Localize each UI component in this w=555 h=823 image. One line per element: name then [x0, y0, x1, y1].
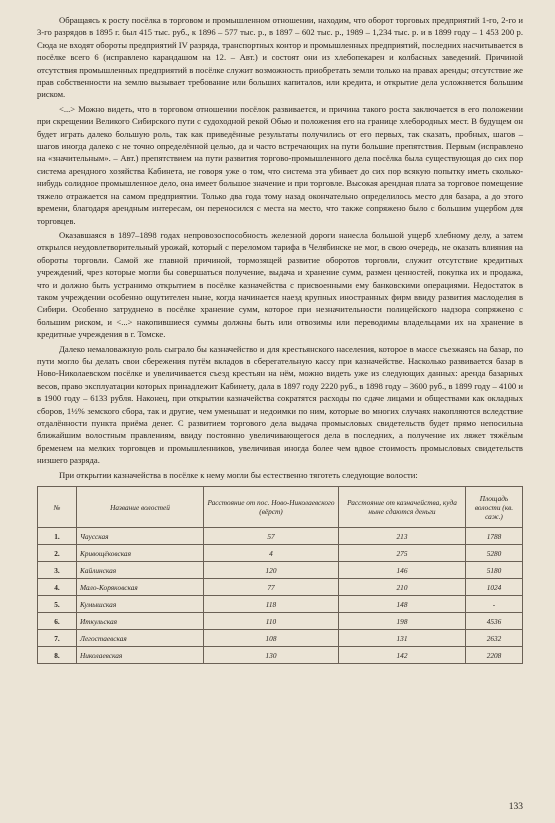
row-number: 5. [38, 596, 77, 613]
paragraph: Далеко немаловажную роль сыграло бы казначейство и для крестьянского населения, которое в массе съезжаясь на базар, по пути могло бы делать свои сбережения путём вкладов в сберегательную кассу при казначействе. Насколько развивается базар в Ново-Николаевском посёлке и увеличивается съезд крестьян на нём, можно видеть уже из следующих данных: аренда базарных весов, право эксплуатации которых принадлежит Кабинету, дала в 1897 году 2220 руб., в 1898 году – 3600 руб., в 1899 году – 4100 и в 1900 году – 6133 рубля. Наконец, при открытии казначейства сократятся расходы по сдаче лицами и обществами как окладных сборов, 1½% земского сбора, так и другие, чем уменьшат и недоимки по ним, которые во многих случаях накопляются вследствие отдалённости пункта приёма денег. С развитием торгового дела выдача промысловых свидетельств будет прямо непосильна ближайшим волостным правлениям, ввиду постоянно увеличивающегося дела в последних, а получение их ляжет тяжёлым бременем на мелких торговцев и промышленников, увеличивая иногда более чем вдвое стоимость промысловых свидетельств низшего разряда. [37, 343, 523, 466]
row-number: 2. [38, 545, 77, 562]
distance-cell: 130 [204, 647, 339, 664]
volost-name: Кривощёковская [77, 545, 204, 562]
treasury-distance-cell: 213 [339, 528, 466, 545]
header-number: № [38, 487, 77, 528]
volost-name: Мало-Корякoвская [77, 579, 204, 596]
table-intro: При открытии казначейства в посёлке к нему могли бы естественно тяготеть следующие волости: [59, 469, 418, 480]
area-cell: 2632 [466, 630, 523, 647]
row-number: 4. [38, 579, 77, 596]
header-distance: Расстояние от пос. Ново-Николаевского (вёрст) [204, 487, 339, 528]
volost-name: Николаевская [77, 647, 204, 664]
row-number: 1. [38, 528, 77, 545]
area-cell: 2208 [466, 647, 523, 664]
area-cell: 5180 [466, 562, 523, 579]
row-number: 7. [38, 630, 77, 647]
treasury-distance-cell: 131 [339, 630, 466, 647]
volosts-table [37, 486, 523, 664]
distance-cell: 118 [204, 596, 339, 613]
header-name: Название волостей [77, 487, 204, 528]
treasury-distance-cell: 142 [339, 647, 466, 664]
area-cell: 5280 [466, 545, 523, 562]
distance-cell: 77 [204, 579, 339, 596]
volost-name: Чаусская [77, 528, 204, 545]
paragraph: Обращаясь к росту посёлка в торговом и промышленном отношении, находим, что оборот торговых предприятий 1-го, 2-го и 3-го разрядов в 1895 г. был 415 тыс. руб., к 1896 – 577 тыс. р., в 1897 – 602 тыс. р., 1989 – 1,234 тыс. р. и в 1899 году – 1 453 200 р. Сюда не входят обороты предприятий IV разряда, транспортных контор и промышленных предприятий, последних насчитывается в посёлке всего 6 (исправлено карандашом на 12. – Авт.) и состоят они из хлебопекарен и колбасных заведений. Причиной отсутствия промышленных предприятий в посёлке служит возможность приобретать земли только на правах аренды; отсутствие же прав собственности на землю вызывает требование или больших капиталов, или кредита, и открытие дела усложняется большим риском. [37, 15, 523, 100]
table-row [38, 647, 523, 664]
table-row [38, 545, 523, 562]
paragraph: Оказавшаяся в 1897–1898 годах непровозоспособность железной дороги нанесла большой ущерб хлебному делу, а затем открылся неудовлетворительный урожай, который с переломом тарифа в Челябинске не мог, в свою очередь, не оказать влияния на обороты торговли. Самой же главной причиной, тормозящей развитие оборотов торговли, служит отсутствие кредитных учреждений, чрез которые могли бы совершаться получение, выдача и хранение сумм, размен ценностей, покупка их и продажа, что и должно быть устранимо открытием в посёлке казначейства с присвоенными ему банковскими операциями. Недостаток в таком учреждении особенно ощутителен ныне, когда начинается наезд крупных иностранных фирм ввиду развития маслоделия в Сибири. Особенно затруднено в посёлке хранение сумм, которое при незначительности полицейского надзора сопряжено с большим риском, и <...> накопившиеся суммы должны быть или отвозимы или переводимы владельцами их на хранение в кредитные учреждения в г. Томске. [37, 229, 523, 340]
header-treasury-distance: Расстояние от казначейства, куда ныне сдаются деньги [339, 487, 466, 528]
table-row [38, 596, 523, 613]
table-row [38, 630, 523, 647]
volost-name: Кайлинская [77, 562, 204, 579]
table-row [38, 613, 523, 630]
page-number: 133 [508, 802, 523, 812]
treasury-distance-cell: 275 [339, 545, 466, 562]
table-row [38, 562, 523, 579]
row-number: 6. [38, 613, 77, 630]
area-cell: 1024 [466, 579, 523, 596]
area-cell: 1788 [466, 528, 523, 545]
table-header-row [38, 487, 523, 528]
table-row [38, 579, 523, 596]
paragraph: <...> Можно видеть, что в торговом отношении посёлок развивается, и причина такого роста заключается в его положении при скрещении Великого Сибирского пути с судоходной рекой Обью и положения его на границе хлебородных мест. В будущем он будет играть далеко большую роль, так как приведённые результаты получились от его первых, так сказать, пробных, шагов – шагов иногда далеко с не точно определённой целью, да и часто встречающих на пути большие препятствия. Первым (исправлено на «значительным». – Авт.) препятствием на пути развития торгово-промышленного дела посёлка была существующая до сих пор система арендного хозяйства Кабинета, не говоря уже о том, что система эта убивает до сих пор всякую попытку иметь сколько-нибудь солидное промышленное дело, она имеет большое значение и при торговле. Высокая арендная плата за торговое помещение тяжело отражается на самом предприятии. Только два года тому назад окончательно определилось место для базара, а до этого времени, благодаря арендным интересам, он переносился с места на место, что также сопряжено было с большим ущербом для торговцев. [37, 103, 523, 226]
volost-name: Иткульская [77, 613, 204, 630]
treasury-distance-cell: 210 [339, 579, 466, 596]
treasury-distance-cell: 148 [339, 596, 466, 613]
row-number: 3. [38, 562, 77, 579]
treasury-distance-cell: 198 [339, 613, 466, 630]
table-row [38, 528, 523, 545]
distance-cell: 57 [204, 528, 339, 545]
distance-cell: 120 [204, 562, 339, 579]
header-area: Площадь волости (кв. саж.) [466, 487, 523, 528]
area-cell: - [466, 596, 523, 613]
distance-cell: 110 [204, 613, 339, 630]
treasury-distance-cell: 146 [339, 562, 466, 579]
volost-name: Кумышская [77, 596, 204, 613]
row-number: 8. [38, 647, 77, 664]
volost-name: Легостаевская [77, 630, 204, 647]
area-cell: 4536 [466, 613, 523, 630]
distance-cell: 4 [204, 545, 339, 562]
distance-cell: 108 [204, 630, 339, 647]
